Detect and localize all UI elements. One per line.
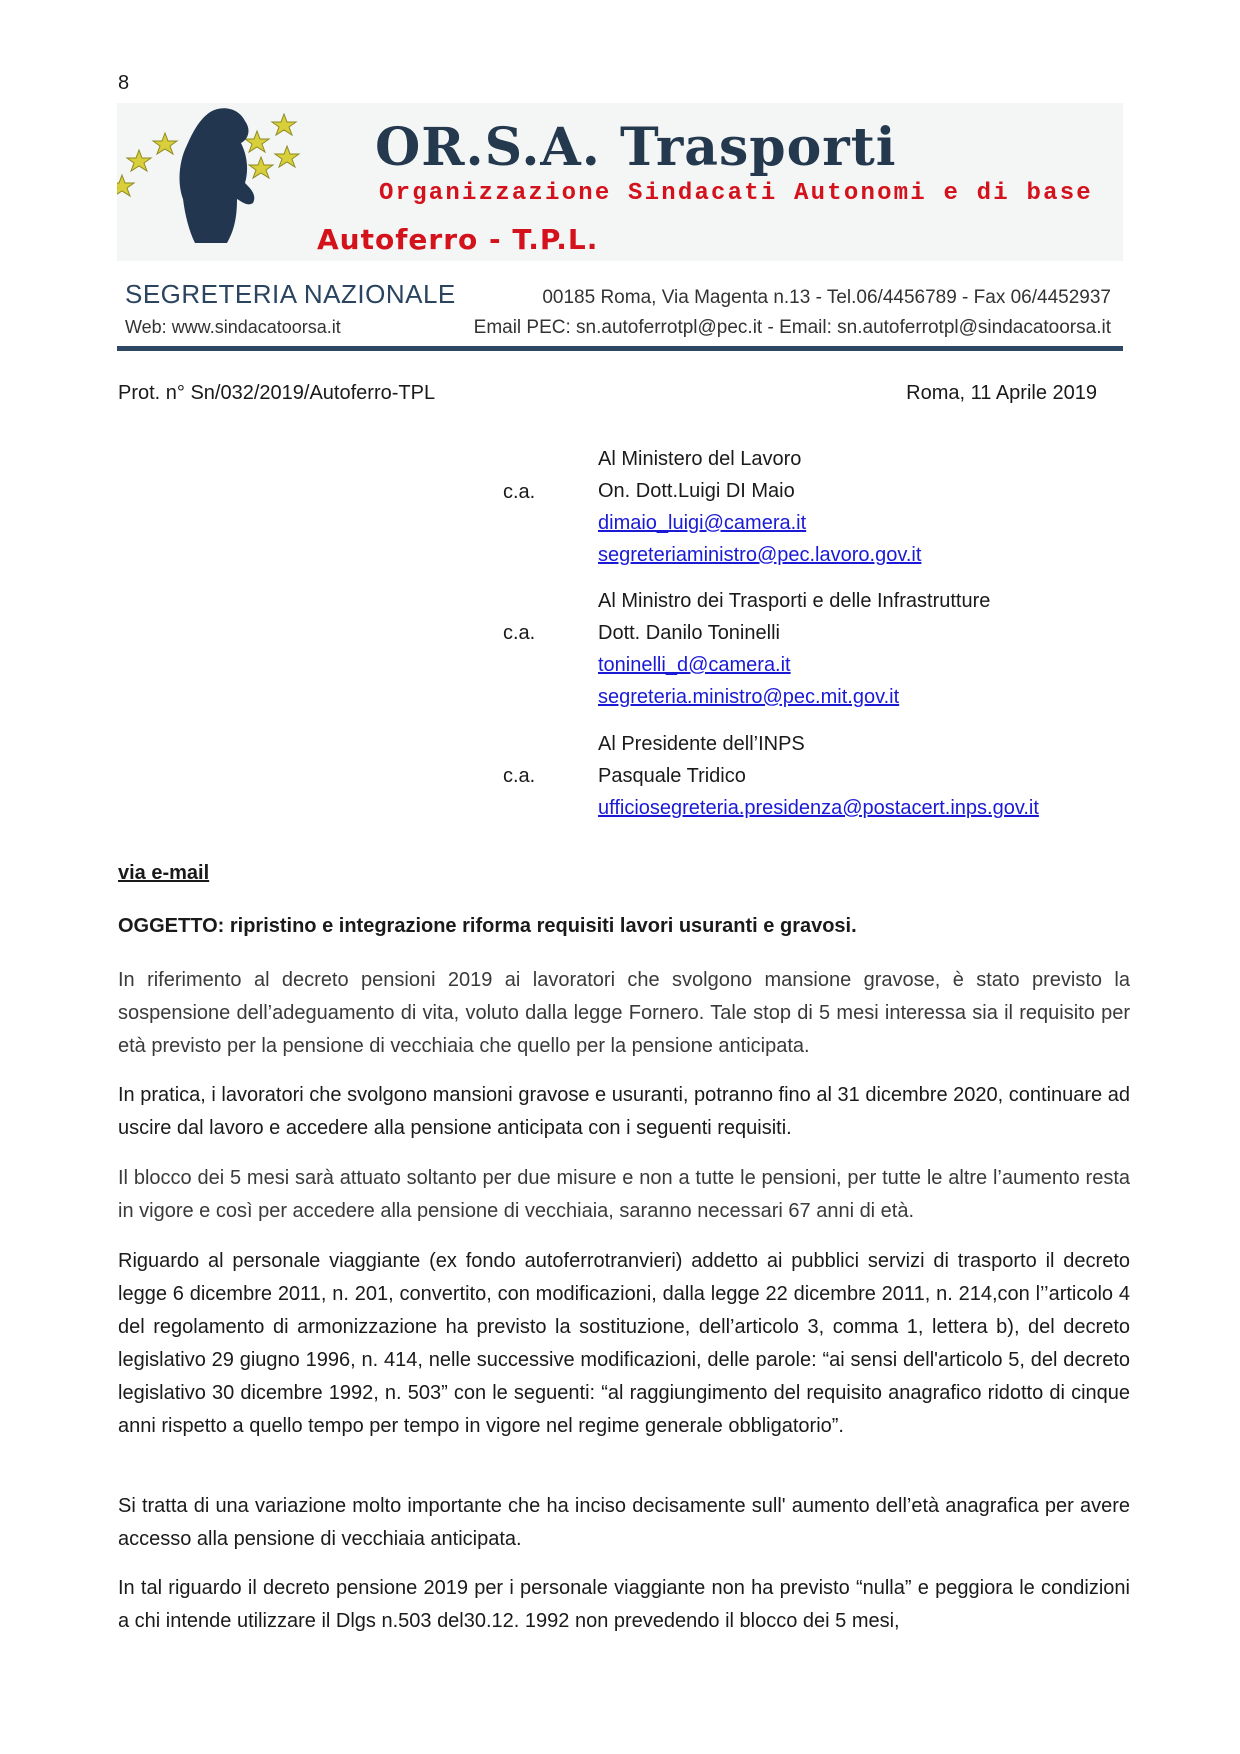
star-icon [117,175,134,196]
star-icon [245,131,269,152]
department-name: Autoferro - T.P.L. [317,223,599,256]
secretariat-label: SEGRETERIA NAZIONALE [125,279,456,309]
recipient-block [598,443,921,571]
body-paragraph: Il blocco dei 5 mesi sarà attuato soltanto per due misure e non a tutte le pensioni, per tutte le altre l’aumento resta in vigore e così per accedere alla pensione di vecchiaia, saranno necessari 67 anni di età. [118,1167,1130,1222]
bear-silhouette [180,108,255,243]
email-link[interactable]: ufficiosegreteria.presidenza@postacert.inps.gov.it [598,797,1039,819]
page-number: 8 [118,72,130,94]
recipient-line: Al Ministero del Lavoro [598,448,802,470]
email-link[interactable]: segreteriaministro@pec.lavoro.gov.it [598,544,922,566]
subject-line: OGGETTO: ripristino e integrazione riforma requisiti lavori usuranti e gravosi. [118,915,857,937]
address-line: 00185 Roma, Via Magenta n.13 - Tel.06/4456789 - Fax 06/4452937 [542,287,1111,308]
delivery-method: via e-mail [118,862,210,884]
letterhead [117,103,1123,348]
star-icon [153,133,177,154]
recipient-line: Pasquale Tridico [598,765,746,787]
recipient-block [598,585,990,713]
recipient-line: Dott. Danilo Toninelli [598,622,780,644]
body-paragraph: In tal riguardo il decreto pensione 2019 per i personale viaggiante non ha previsto “nulla” e peggiora le condizioni a chi intende utilizzare il Dlgs n.503 del30.12. 1992 non prevedendo il blocco dei 5 mesi, [118,1577,1130,1632]
email-link[interactable]: segreteria.ministro@pec.mit.gov.it [598,686,900,708]
org-subtitle: Organizzazione Sindacati Autonomi e di base [379,180,1093,207]
email-line: Email PEC: sn.autoferrotpl@pec.it - Email: sn.autoferrotpl@sindacatoorsa.it [473,317,1111,338]
star-icon [127,150,151,171]
star-icon [272,114,296,135]
protocol-number: Prot. n° Sn/032/2019/Autoferro-TPL [118,382,436,404]
body-paragraph: In riferimento al decreto pensioni 2019 ai lavoratori che svolgono mansione gravose, è stato previsto la sospensione dell’adeguamento di vita, voluto dalla legge Fornero. Tale stop di 5 mesi interessa sia il requisito per età previsto per la pensione di vecchiaia che quello per la pensione anticipata. [118,969,1130,1057]
letter-date: Roma, 11 Aprile 2019 [906,382,1097,404]
recipient-line: Al Ministro dei Trasporti e delle Infrastrutture [598,590,991,612]
letterhead-divider [117,346,1123,351]
ca-label: c.a. [503,765,536,787]
website-line: Web: www.sindacatoorsa.it [125,317,341,337]
ca-label: c.a. [503,481,536,503]
body-paragraph: Riguardo al personale viaggiante (ex fondo autoferrotranvieri) addetto ai pubblici servizi di trasporto il decreto legge 6 dicembre 2011, n. 201, convertito, con modificazioni, dalla legge 22 dicembre 2011, n. 214,con l’’articolo 4 del regolamento di armonizzazione ha previsto la sostituzione, dell’articolo 3, comma 1, lettera b), del decreto legislativo 29 giugno 1996, n. 414, nelle successive modificazioni, delle parole: “ai sensi dell'articolo 5, del decreto legislativo 30 dicembre 1992, n. 503” con le seguenti: “al raggiungimento del requisito anagrafico ridotto di cinque anni rispetto a quello tempo per tempo in vigore nel regime generale obbligatorio”. [118,1250,1130,1437]
recipient-line: Al Presidente dell’INPS [598,733,805,755]
email-link[interactable]: dimaio_luigi@camera.it [598,512,807,534]
star-icon [275,146,299,167]
body-paragraph: Si tratta di una variazione molto importante che ha inciso decisamente sull' aumento dell’età anagrafica per avere accesso alla pensione di vecchiaia anticipata. [118,1495,1130,1550]
org-name: OR.S.A. Trasporti [375,117,897,178]
ca-label: c.a. [503,622,536,644]
recipient-line: On. Dott.Luigi DI Maio [598,480,795,502]
body-paragraph: In pratica, i lavoratori che svolgono mansioni gravose e usuranti, potranno fino al 31 dicembre 2020, continuare ad uscire dal lavoro e accedere alla pensione anticipata con i seguenti requisiti. [118,1084,1130,1139]
email-link[interactable]: toninelli_d@camera.it [598,654,791,676]
recipient-block [598,728,1039,824]
star-icon [249,157,273,178]
